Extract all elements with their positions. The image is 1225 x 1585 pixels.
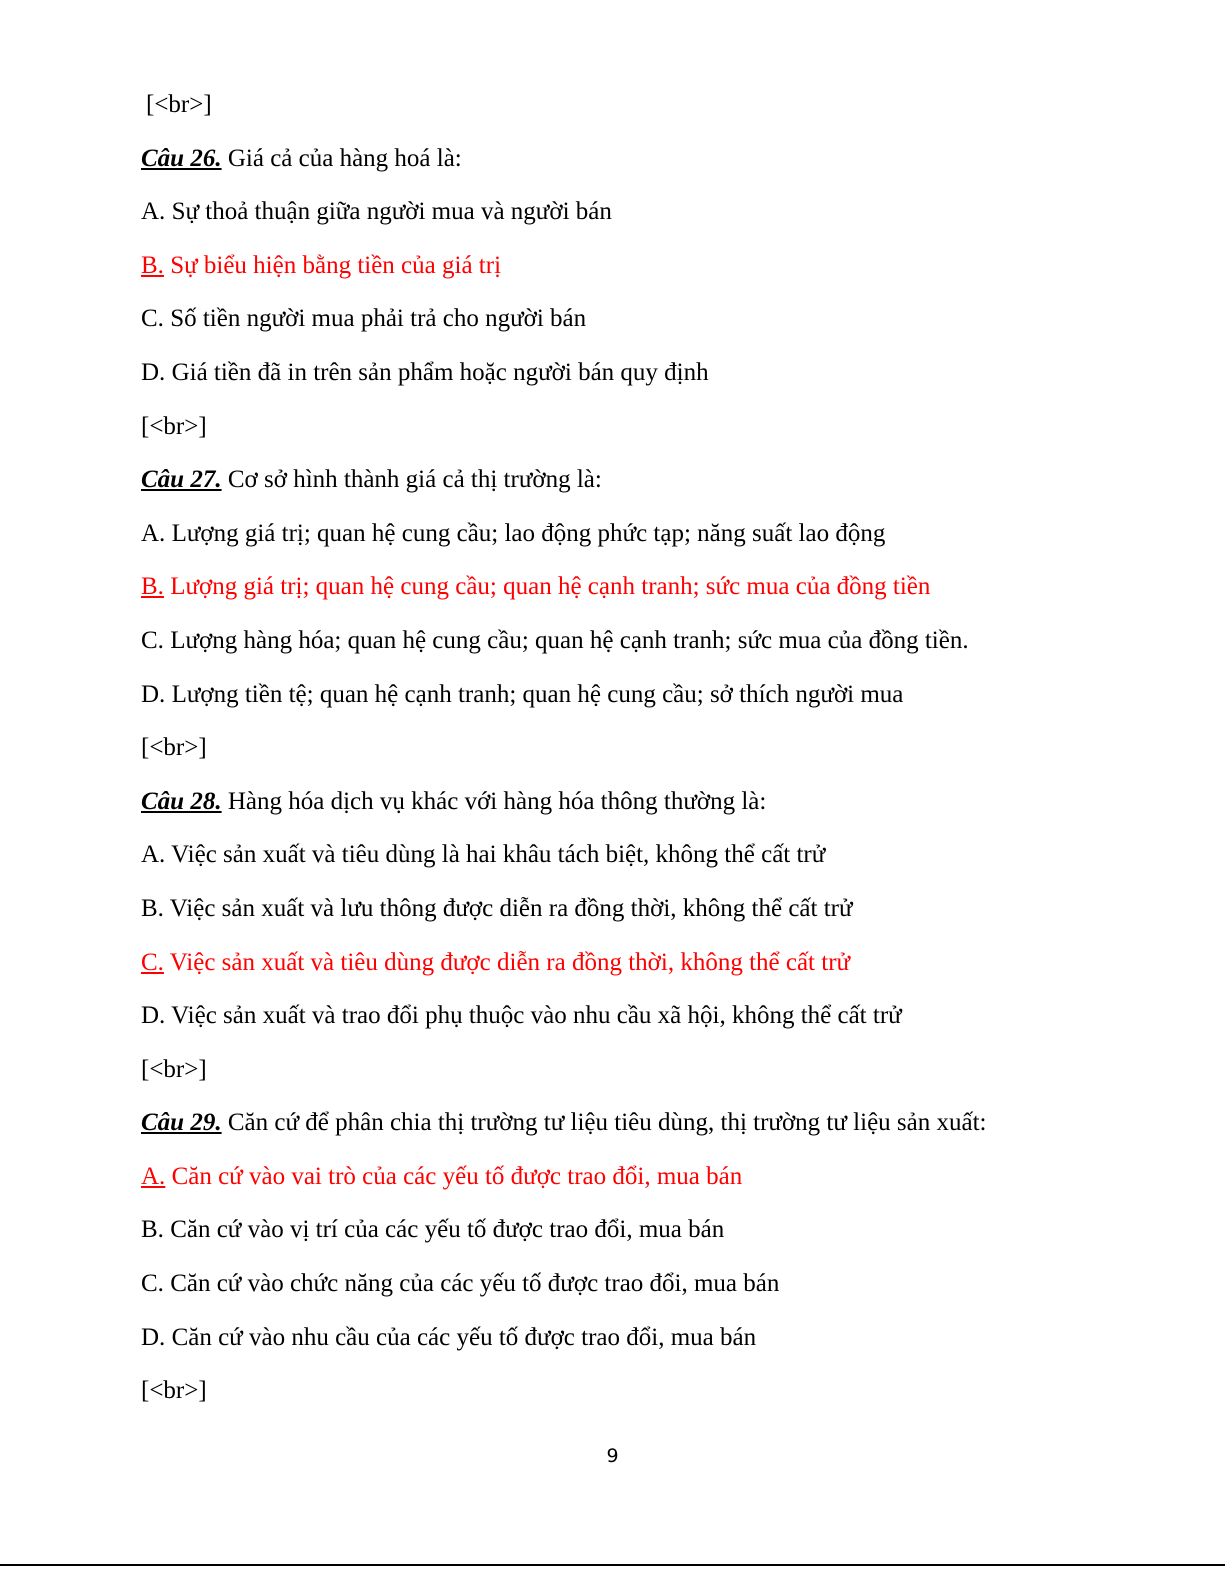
question-26-option-d <box>141 346 1141 400</box>
question-text: Giá cả của hàng hoá là: <box>221 144 462 172</box>
option-text: Lượng hàng hóa; quan hệ cung cầu; quan hệ cạnh tranh; sức mua của đồng tiền. <box>163 626 969 654</box>
option-text: Lượng giá trị; quan hệ cung cầu; quan hệ cạnh tranh; sức mua của đồng tiền <box>163 573 931 601</box>
option-letter: C. <box>141 305 164 333</box>
question-28-option-d <box>141 989 1141 1043</box>
option-text: Lượng giá trị; quan hệ cung cầu; lao động phức tạp; năng suất lao động <box>165 519 886 547</box>
option-letter: B. <box>141 894 164 922</box>
question-label: Câu 28. <box>141 787 222 815</box>
option-text: Sự thoả thuận giữa người mua và người bán <box>165 198 612 226</box>
line-break-marker: [<br>] <box>141 1055 207 1083</box>
option-letter: B. <box>141 573 164 601</box>
page-number: 9 <box>606 1445 619 1467</box>
option-letter: A. <box>141 198 166 226</box>
question-28-option-b <box>141 882 1141 936</box>
question-28-option-a <box>141 828 1141 882</box>
question-26-option-b-correct <box>141 239 1141 293</box>
question-29-option-c <box>141 1257 1141 1311</box>
option-letter: A. <box>141 841 166 869</box>
option-text: Căn cứ vào nhu cầu của các yếu tố được trao đổi, mua bán <box>165 1323 757 1351</box>
question-27-option-a <box>141 507 1141 561</box>
question-29-option-b <box>141 1203 1141 1257</box>
option-text: Giá tiền đã in trên sản phẩm hoặc người bán quy định <box>165 358 709 386</box>
option-text: Sự biểu hiện bằng tiền của giá trị <box>163 251 502 279</box>
option-letter: C. <box>141 1270 164 1298</box>
option-letter: D. <box>141 1002 166 1030</box>
question-label: Câu 27. <box>141 466 222 494</box>
question-26-option-a <box>141 185 1141 239</box>
question-29-option-d <box>141 1311 1141 1365</box>
line-break-marker: [<br>] <box>146 91 212 118</box>
question-26-option-c <box>141 292 1141 346</box>
question-27-option-d <box>141 668 1141 722</box>
option-letter: B. <box>141 1216 164 1244</box>
question-text: Căn cứ để phân chia thị trường tư liệu tiêu dùng, thị trường tư liệu sản xuất: <box>221 1109 987 1137</box>
option-letter: A. <box>141 519 166 547</box>
question-27 <box>141 453 1141 507</box>
quiz-content <box>141 78 1141 1418</box>
line-break-marker: [<br>] <box>141 734 207 762</box>
question-29 <box>141 1096 1141 1150</box>
option-letter: B. <box>141 251 164 279</box>
bottom-divider <box>0 1564 1225 1566</box>
question-28 <box>141 775 1141 829</box>
question-text: Cơ sở hình thành giá cả thị trường là: <box>221 466 602 494</box>
line-break-marker: [<br>] <box>141 412 207 440</box>
question-text: Hàng hóa dịch vụ khác với hàng hóa thông thường là: <box>221 787 767 815</box>
question-label: Câu 26. <box>141 144 222 172</box>
question-26 <box>141 132 1141 186</box>
option-text: Số tiền người mua phải trả cho người bán <box>163 305 587 333</box>
option-text: Căn cứ vào vị trí của các yếu tố được trao đổi, mua bán <box>163 1216 725 1244</box>
question-label: Câu 29. <box>141 1109 222 1137</box>
option-text: Căn cứ vào vai trò của các yếu tố được trao đổi, mua bán <box>165 1162 743 1190</box>
option-letter: D. <box>141 1323 166 1351</box>
option-text: Việc sản xuất và tiêu dùng là hai khâu tách biệt, không thể cất trử <box>165 841 826 869</box>
question-28-option-c-correct <box>141 936 1141 990</box>
option-letter: C. <box>141 626 164 654</box>
option-text: Việc sản xuất và lưu thông được diễn ra đồng thời, không thể cất trử <box>163 894 853 922</box>
option-letter: D. <box>141 358 166 386</box>
question-29-option-a-correct <box>141 1150 1141 1204</box>
option-text: Việc sản xuất và tiêu dùng được diễn ra đồng thời, không thể cất trử <box>163 948 851 976</box>
option-letter: A. <box>141 1162 166 1190</box>
question-27-option-b-correct <box>141 560 1141 614</box>
option-text: Căn cứ vào chức năng của các yếu tố được trao đổi, mua bán <box>163 1270 780 1298</box>
question-27-option-c <box>141 614 1141 668</box>
option-text: Lượng tiền tệ; quan hệ cạnh tranh; quan hệ cung cầu; sở thích người mua <box>165 680 904 708</box>
option-letter: D. <box>141 680 166 708</box>
line-break-marker: [<br>] <box>141 1377 207 1405</box>
option-text: Việc sản xuất và trao đổi phụ thuộc vào nhu cầu xã hội, không thể cất trử <box>165 1002 902 1030</box>
option-letter: C. <box>141 948 164 976</box>
